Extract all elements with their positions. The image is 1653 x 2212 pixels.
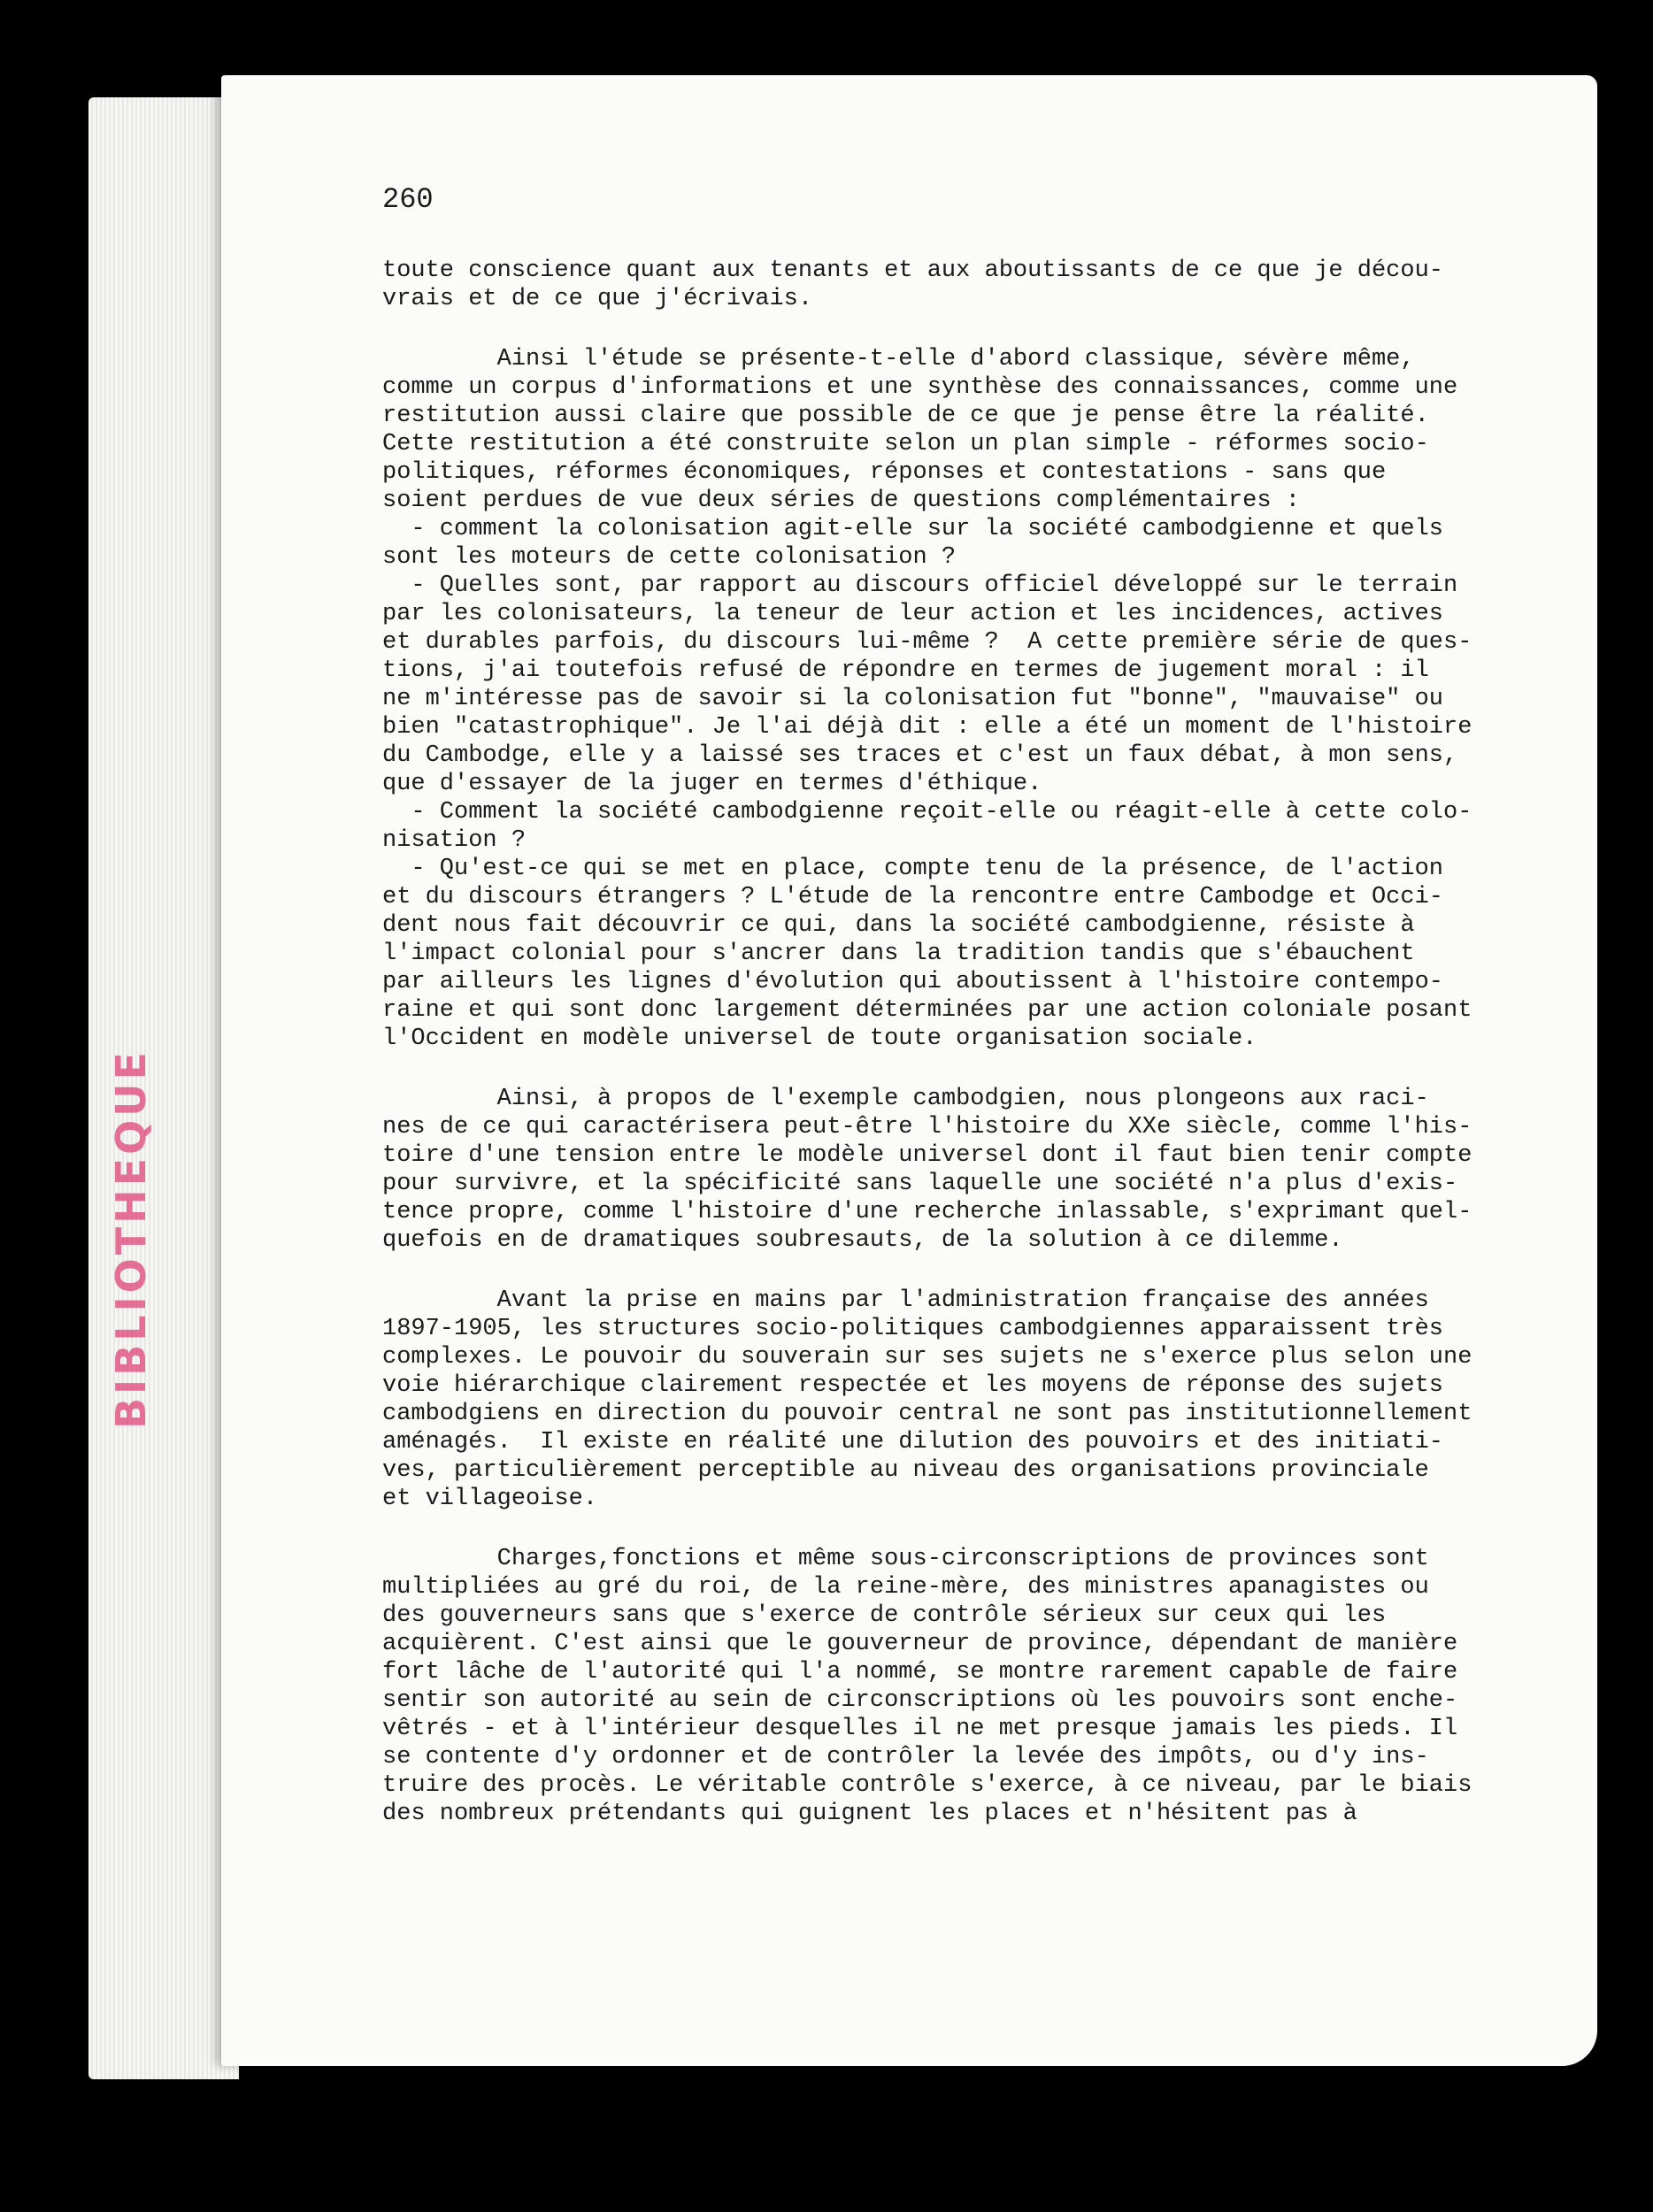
- text-line: dent nous fait découvrir ce qui, dans la société cambodgienne, résiste à: [382, 912, 1415, 939]
- paragraph: [382, 257, 1515, 313]
- text-line: sentir son autorité au sein de circonscriptions où les pouvoirs sont enche-: [382, 1687, 1458, 1714]
- text-line: comme un corpus d'informations et une synthèse des connaissances, comme une: [382, 374, 1458, 401]
- text-line: multipliées au gré du roi, de la reine-mère, des ministres apanagistes ou: [382, 1574, 1429, 1601]
- body-text: [382, 257, 1515, 1828]
- text-line: soient perdues de vue deux séries de questions complémentaires :: [382, 488, 1300, 514]
- paragraph: [382, 1085, 1515, 1255]
- page-number: 260: [382, 183, 434, 216]
- text-line: vêtrés - et à l'intérieur desquelles il ne met presque jamais les pieds. Il: [382, 1716, 1458, 1742]
- text-line: - Qu'est-ce qui se met en place, compte tenu de la présence, de l'action: [382, 856, 1443, 882]
- text-line: toire d'une tension entre le modèle universel dont il faut bien tenir compte: [382, 1142, 1472, 1169]
- text-line: et du discours étrangers ? L'étude de la rencontre entre Cambodge et Occi-: [382, 884, 1443, 910]
- library-stamp: BIBLIOTHEQUE: [107, 1048, 155, 1429]
- text-line: des nombreux prétendants qui guignent les places et n'hésitent pas à: [382, 1801, 1357, 1827]
- text-line: se contente d'y ordonner et de contrôler la levée des impôts, ou d'y ins-: [382, 1744, 1429, 1770]
- text-line: vrais et de ce que j'écrivais.: [382, 286, 813, 312]
- text-line: des gouverneurs sans que s'exerce de contrôle sérieux sur ceux qui les: [382, 1602, 1387, 1629]
- text-line: nisation ?: [382, 827, 527, 854]
- paragraph: [382, 345, 1515, 1053]
- text-line: politiques, réformes économiques, réponses et contestations - sans que: [382, 459, 1387, 486]
- text-line: ves, particulièrement perceptible au niveau des organisations provinciale: [382, 1457, 1429, 1484]
- text-line: bien "catastrophique". Je l'ai déjà dit : elle a été un moment de l'histoire: [382, 714, 1472, 741]
- text-line: Ainsi, à propos de l'exemple cambodgien, nous plongeons aux raci-: [382, 1086, 1429, 1112]
- paragraph-gap: [382, 1053, 1515, 1085]
- text-line: Charges,fonctions et même sous-circonscriptions de provinces sont: [382, 1546, 1429, 1572]
- text-line: l'impact colonial pour s'ancrer dans la tradition tandis que s'ébauchent: [382, 941, 1415, 967]
- text-line: sont les moteurs de cette colonisation ?: [382, 544, 957, 571]
- paragraph: [382, 1545, 1515, 1828]
- text-line: tions, j'ai toutefois refusé de répondre en termes de jugement moral : il: [382, 657, 1429, 684]
- text-line: - comment la colonisation agit-elle sur la société cambodgienne et quels: [382, 516, 1443, 542]
- text-line: voie hiérarchique clairement respectée et les moyens de réponse des sujets: [382, 1372, 1443, 1399]
- text-line: l'Occident en modèle universel de toute organisation sociale.: [382, 1025, 1257, 1052]
- paragraph: [382, 1286, 1515, 1513]
- text-line: du Cambodge, elle y a laissé ses traces et c'est un faux débat, à mon sens,: [382, 742, 1458, 769]
- text-line: quefois en de dramatiques soubresauts, de la solution à ce dilemme.: [382, 1227, 1343, 1254]
- text-line: et villageoise.: [382, 1486, 598, 1512]
- text-line: Ainsi l'étude se présente-t-elle d'abord classique, sévère même,: [382, 346, 1415, 373]
- text-line: complexes. Le pouvoir du souverain sur ses sujets ne s'exerce plus selon une: [382, 1344, 1472, 1371]
- paragraph-gap: [382, 1513, 1515, 1545]
- text-line: ne m'intéresse pas de savoir si la colonisation fut "bonne", "mauvaise" ou: [382, 686, 1443, 712]
- text-line: pour survivre, et la spécificité sans laquelle une société n'a plus d'exis-: [382, 1171, 1458, 1197]
- text-line: - Comment la société cambodgienne reçoit-elle ou réagit-elle à cette colo-: [382, 799, 1472, 826]
- book-page: [221, 75, 1597, 2066]
- text-line: toute conscience quant aux tenants et aux aboutissants de ce que je décou-: [382, 257, 1443, 284]
- text-line: restitution aussi claire que possible de ce que je pense être la réalité.: [382, 403, 1429, 429]
- text-line: - Quelles sont, par rapport au discours officiel développé sur le terrain: [382, 572, 1458, 599]
- text-line: et durables parfois, du discours lui-même ? A cette première série de ques-: [382, 629, 1472, 656]
- text-line: cambodgiens en direction du pouvoir central ne sont pas institutionnellement: [382, 1401, 1472, 1427]
- text-line: Avant la prise en mains par l'administration française des années: [382, 1287, 1429, 1314]
- text-line: que d'essayer de la juger en termes d'éthique.: [382, 771, 1042, 797]
- paragraph-gap: [382, 313, 1515, 345]
- text-line: fort lâche de l'autorité qui l'a nommé, se montre rarement capable de faire: [382, 1659, 1458, 1686]
- text-line: tence propre, comme l'histoire d'une recherche inlassable, s'exprimant quel-: [382, 1199, 1472, 1225]
- text-line: Cette restitution a été construite selon un plan simple - réformes socio-: [382, 431, 1429, 457]
- text-line: par les colonisateurs, la teneur de leur action et les incidences, actives: [382, 601, 1443, 627]
- text-line: par ailleurs les lignes d'évolution qui aboutissent à l'histoire contempo-: [382, 969, 1443, 995]
- text-line: 1897-1905, les structures socio-politiques cambodgiennes apparaissent très: [382, 1316, 1443, 1342]
- text-line: nes de ce qui caractérisera peut-être l'histoire du XXe siècle, comme l'his-: [382, 1114, 1472, 1141]
- text-line: acquièrent. C'est ainsi que le gouverneur de province, dépendant de manière: [382, 1631, 1458, 1657]
- text-line: aménagés. Il existe en réalité une dilution des pouvoirs et des initiati-: [382, 1429, 1443, 1455]
- paragraph-gap: [382, 1255, 1515, 1286]
- text-line: truire des procès. Le véritable contrôle s'exerce, à ce niveau, par le biais: [382, 1772, 1472, 1799]
- text-line: raine et qui sont donc largement déterminées par une action coloniale posant: [382, 997, 1472, 1024]
